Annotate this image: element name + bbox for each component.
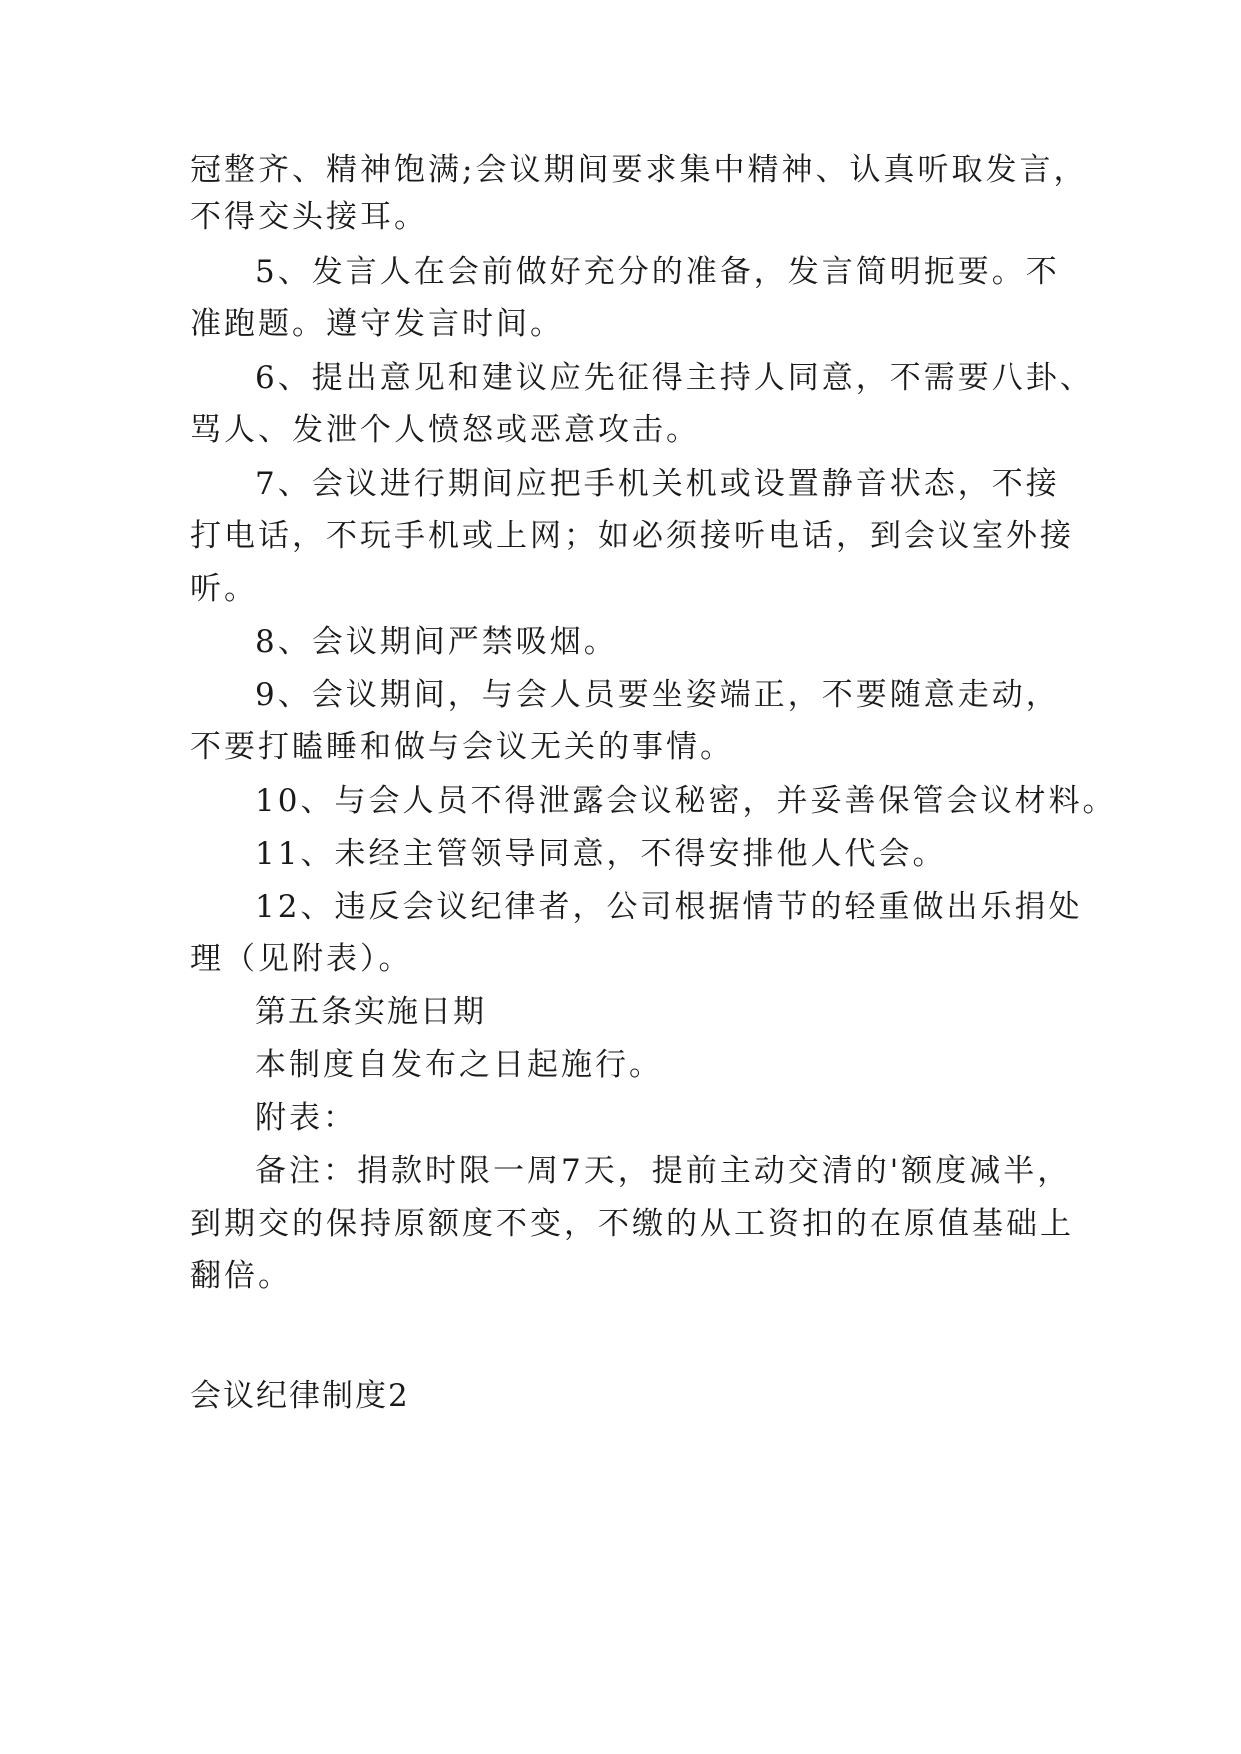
text-line: 准跑题。遵守发言时间。 (190, 306, 564, 342)
text-line: 备注：捐款时限一周7天，提前主动交清的'额度减半， (255, 1153, 1072, 1189)
text-line: 打电话，不玩手机或上网；如必须接听电话，到会议室外接 (190, 518, 1074, 554)
text-line: 不要打瞌睡和做与会议无关的事情。 (190, 729, 734, 765)
text-line: 12、违反会议纪律者，公司根据情节的轻重做出乐捐处 (255, 889, 1083, 925)
text-line: 翻倍。 (190, 1258, 292, 1294)
text-line: 7、会议进行期间应把手机关机或设置静音状态，不接 (255, 466, 1060, 502)
text-line: 5、发言人在会前做好充分的准备，发言简明扼要。不 (255, 254, 1060, 290)
text-line: 8、会议期间严禁吸烟。 (255, 624, 618, 660)
text-line: 冠整齐、精神饱满;会议期间要求集中精神、认真听取发言， (190, 152, 1088, 188)
text-line: 到期交的保持原额度不变，不缴的从工资扣的在原值基础上 (190, 1206, 1074, 1242)
text-line: 11、未经主管领导同意，不得安排他人代会。 (255, 836, 947, 872)
section-heading: 第五条实施日期 (255, 994, 486, 1030)
text-line: 不得交头接耳。 (190, 199, 428, 235)
next-section-title: 会议纪律制度2 (190, 1378, 410, 1414)
text-line: 10、与会人员不得泄露会议秘密，并妥善保管会议材料。 (255, 783, 1117, 819)
text-line: 附表： (255, 1100, 357, 1136)
text-line: 理（见附表）。 (190, 941, 413, 977)
text-line: 骂人、发泄个人愤怒或恶意攻击。 (190, 412, 700, 448)
text-line: 听。 (190, 571, 258, 607)
text-line: 6、提出意见和建议应先征得主持人同意，不需要八卦、 (255, 360, 1094, 396)
text-line: 本制度自发布之日起施行。 (255, 1047, 663, 1083)
text-line: 9、会议期间，与会人员要坐姿端正，不要随意走动， (255, 677, 1060, 713)
